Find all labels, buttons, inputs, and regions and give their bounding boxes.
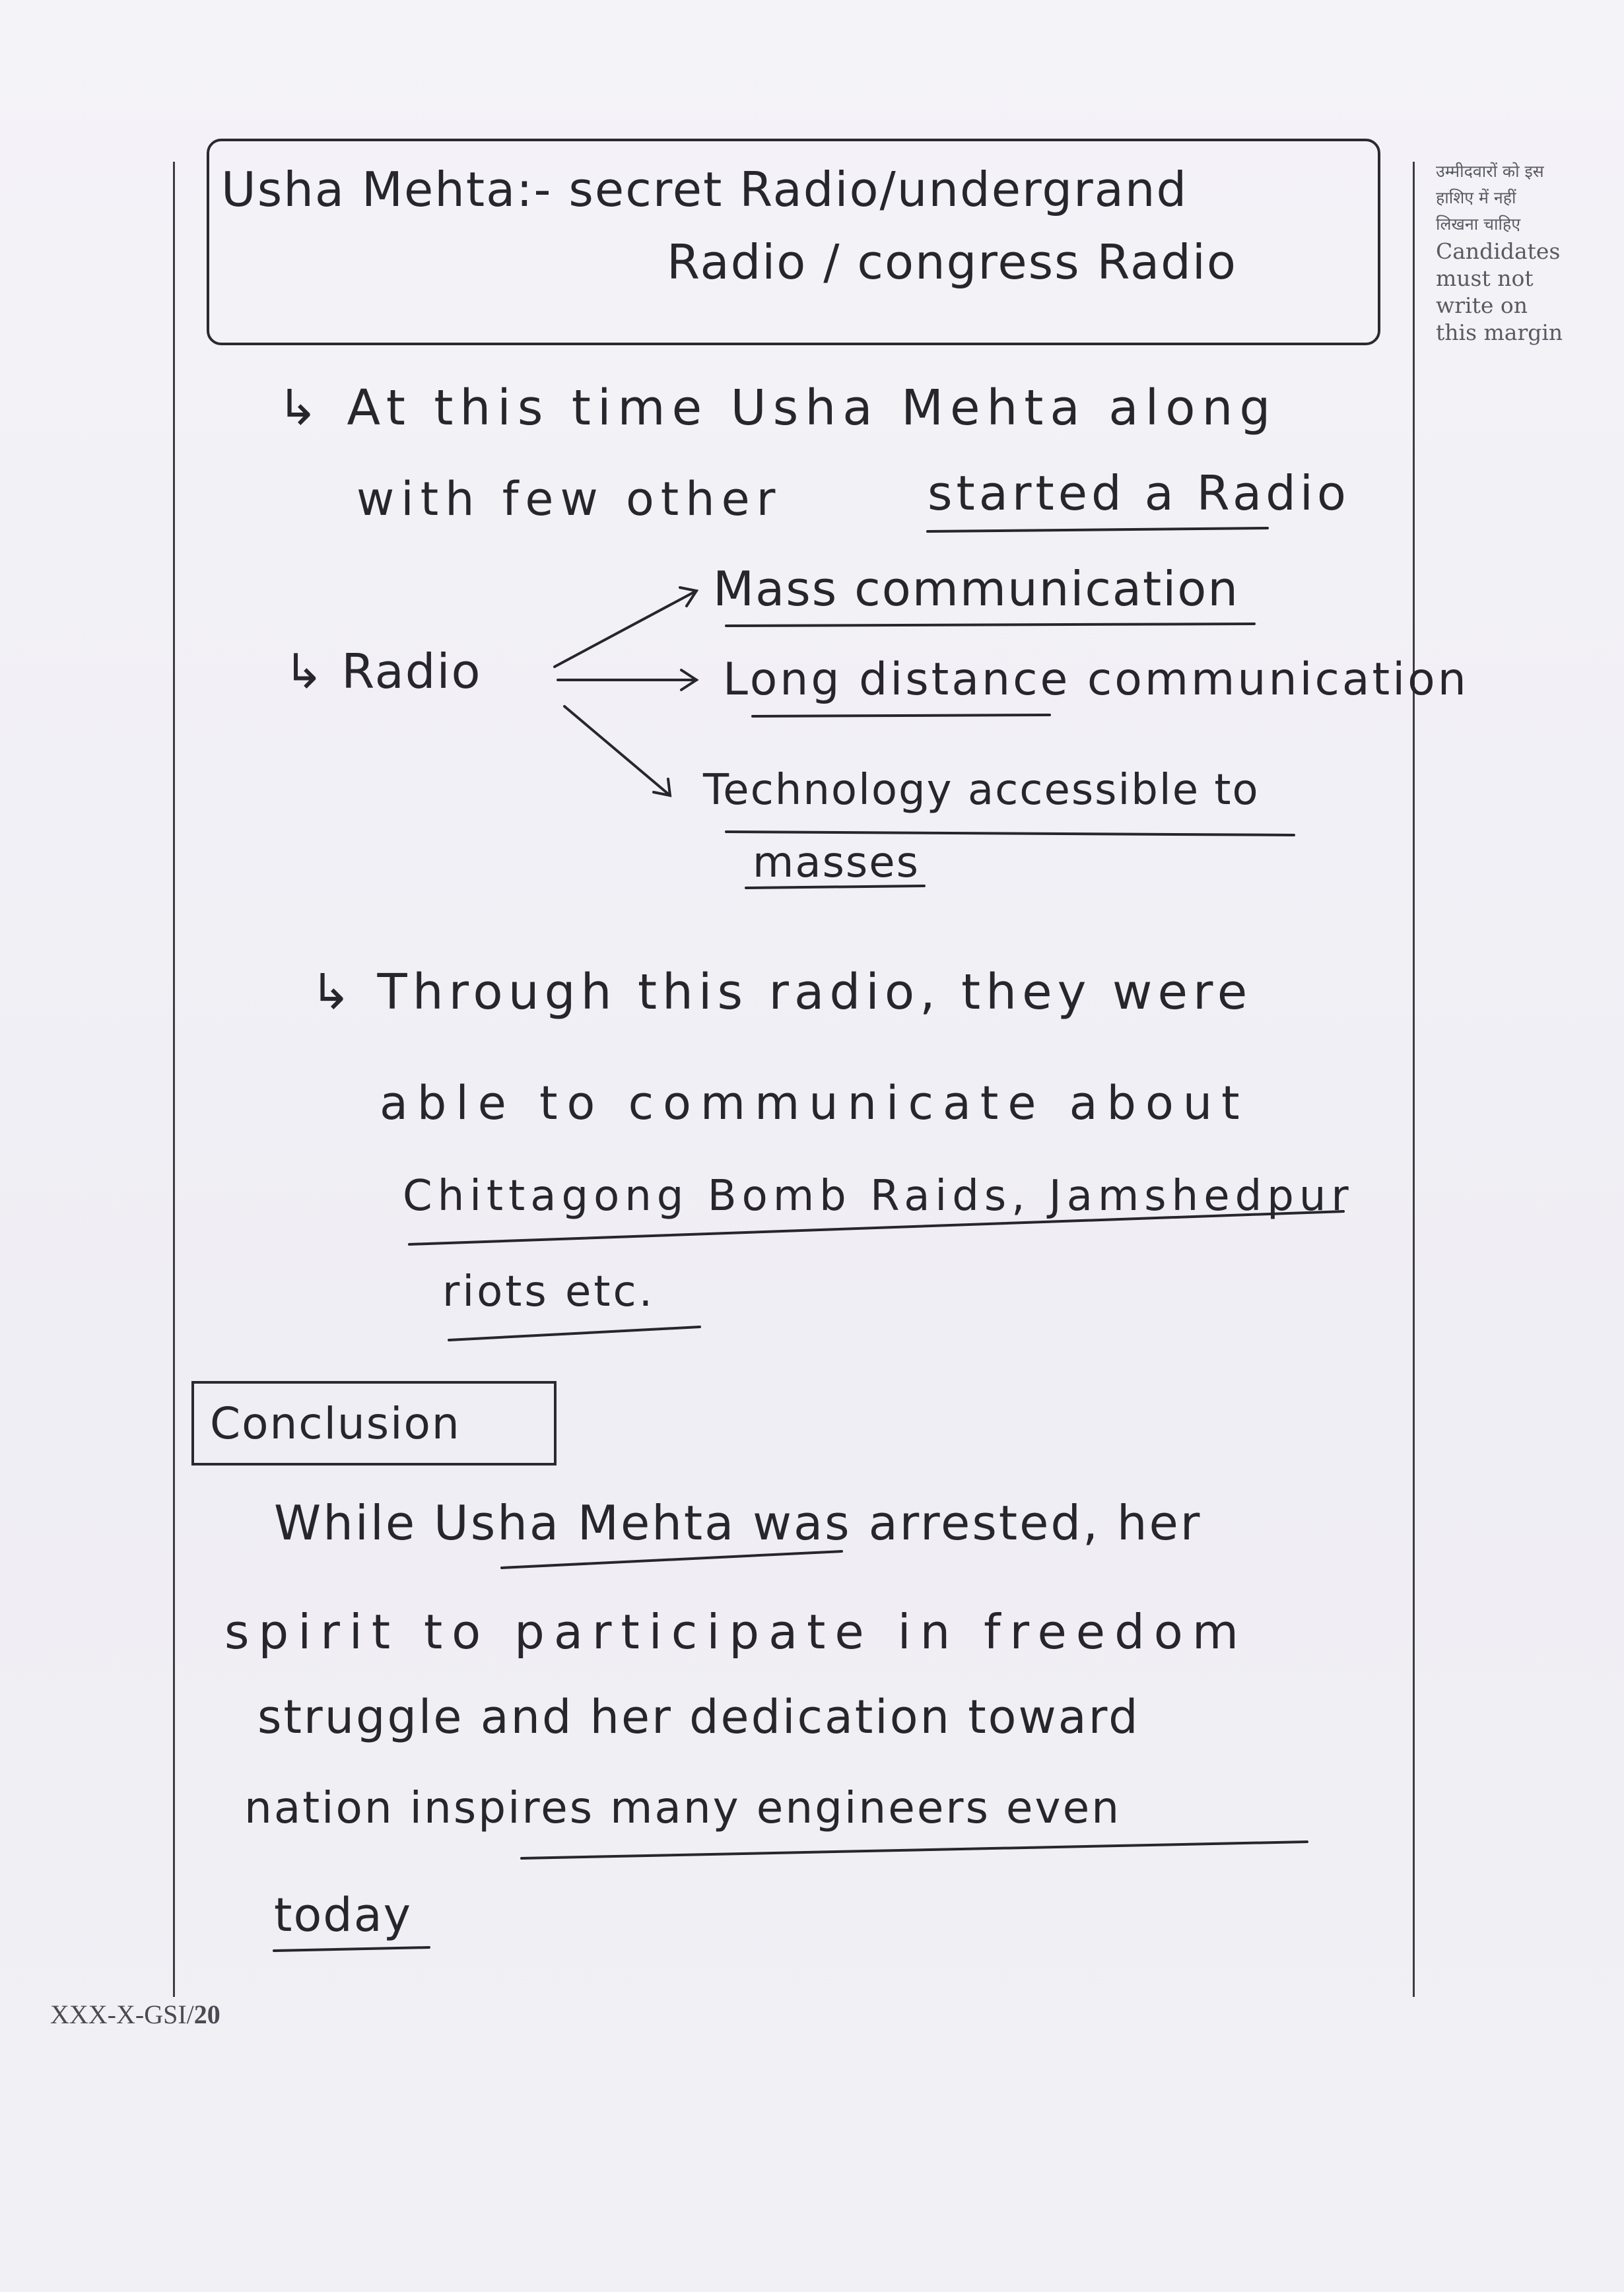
margin-note-english-3: write on bbox=[1436, 292, 1528, 318]
arrow-to-technology bbox=[564, 706, 670, 795]
radio-label: ↳ Radio bbox=[284, 644, 482, 699]
radio-branch-technology: Technology accessible to bbox=[703, 766, 1260, 815]
conclusion-line-2: spirit to participate in freedom bbox=[224, 1604, 1248, 1660]
conclusion-line-1: While Usha Mehta was arrested, her bbox=[274, 1495, 1202, 1551]
conclusion-line-5: today bbox=[274, 1888, 413, 1942]
conclusion-heading: Conclusion bbox=[210, 1398, 461, 1449]
underline-inspires bbox=[522, 1842, 1307, 1858]
underline-masses bbox=[746, 886, 924, 888]
title-line-2: Radio / congress Radio bbox=[667, 234, 1237, 290]
footer-page-number: 20 bbox=[193, 2000, 220, 2029]
underline-riots bbox=[449, 1327, 700, 1340]
radio-branch-mass-communication: Mass communication bbox=[713, 561, 1239, 617]
point-1-line-2a: with few other bbox=[356, 472, 782, 526]
underline-technology bbox=[726, 832, 1294, 835]
point-1-line-2b: started a Radio bbox=[928, 465, 1350, 521]
underline-today bbox=[274, 1947, 429, 1951]
margin-note-hindi-1: उम्मीदवारों को इस bbox=[1436, 162, 1544, 181]
underline-long-distance bbox=[753, 715, 1050, 716]
page-footer bbox=[50, 1999, 220, 2030]
margin-note-english-2: must not bbox=[1436, 265, 1534, 291]
footer-code: XXX-X-GSI/ bbox=[50, 2000, 194, 2029]
point-2-line-4: riots etc. bbox=[442, 1267, 656, 1316]
title-line-1: Usha Mehta:- secret Radio/undergrand bbox=[221, 162, 1188, 217]
underline-chittagong bbox=[409, 1211, 1343, 1244]
point-1-line-1: ↳ At this time Usha Mehta along bbox=[277, 380, 1277, 436]
point-2-line-1: ↳ Through this radio, they were bbox=[310, 964, 1253, 1021]
underline-usha-mehta bbox=[502, 1551, 842, 1568]
underline-mass-communication bbox=[726, 624, 1254, 626]
margin-note-hindi-3: लिखना चाहिए bbox=[1436, 215, 1521, 234]
underline-started-a-radio bbox=[928, 528, 1268, 531]
arrow-to-mass-communication bbox=[555, 591, 696, 667]
conclusion-line-4: nation inspires many engineers even bbox=[244, 1782, 1122, 1833]
margin-note-english-1: Candidates bbox=[1436, 238, 1561, 264]
margin-note-english-4: this margin bbox=[1436, 320, 1563, 345]
point-2-line-2: able to communicate about bbox=[380, 1076, 1249, 1130]
radio-branch-technology-2: masses bbox=[753, 838, 920, 887]
radio-branch-long-distance: Long distance communication bbox=[723, 654, 1469, 706]
point-2-line-3: Chittagong Bomb Raids, Jamshedpur bbox=[403, 1172, 1354, 1221]
conclusion-line-3: struggle and her dedication toward bbox=[257, 1690, 1140, 1744]
margin-note-hindi-2: हाशिए में नहीं bbox=[1436, 188, 1516, 207]
